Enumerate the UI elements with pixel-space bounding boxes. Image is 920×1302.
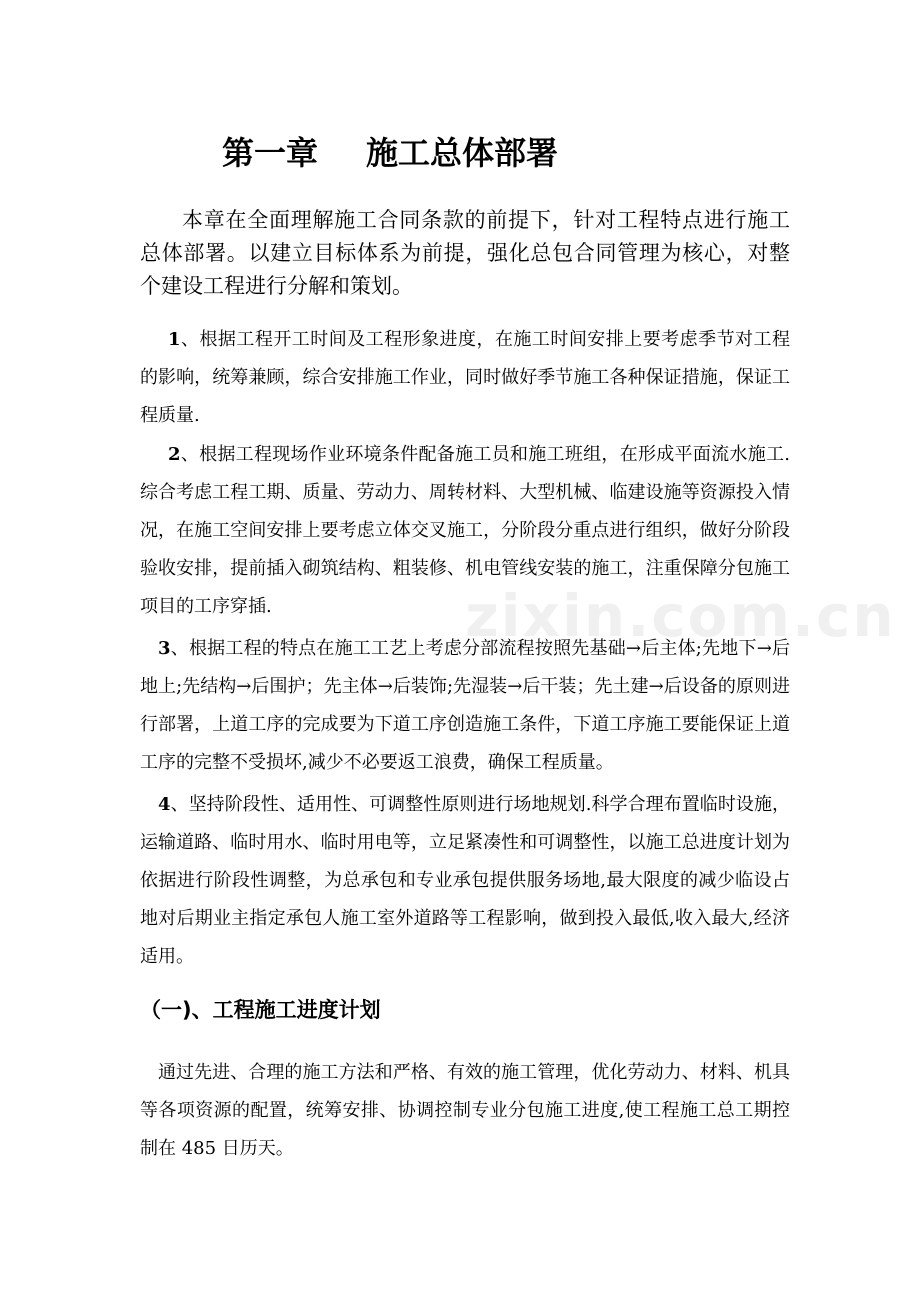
- chapter-number: 第一章: [222, 134, 319, 172]
- item-paragraph-4: [140, 786, 790, 976]
- item-text: 、坚持阶段性、适用性、可调整性原则进行场地规划.科学合理布置临时设施，运输道路、临时用水、临时用电等，立足紧凑性和可调整性，以施工总进度计划为依据进行阶段性调整，为总承包和专业承包提供服务场地,最大限度的减少临设占地对后期业主指定承包人施工室外道路等工程影响，做到投入最低,收入最大,经济适用。: [140, 794, 790, 967]
- item-number: 1: [168, 329, 181, 350]
- item-text: 、根据工程开工时间及工程形象进度，在施工时间安排上要考虑季节对工程的影响，统筹兼顾，综合安排施工作业，同时做好季节施工各种保证措施，保证工程质量.: [140, 329, 790, 426]
- item-text: 、根据工程现场作业环境条件配备施工员和施工班组，在形成平面流水施工.综合考虑工程工期、质量、劳动力、周转材料、大型机械、临建设施等资源投入情况，在施工空间安排上要考虑立体交叉施工，分阶段分重点进行组织，做好分阶段验收安排，提前插入砌筑结构、粗装修、机电管线安装的施工，注重保障分包施工项目的工序穿插.: [140, 444, 790, 617]
- section-heading: （一)、工程施工进度计划: [140, 998, 381, 1022]
- item-paragraph-3: [140, 630, 790, 782]
- chapter-name: 施工总体部署: [366, 134, 559, 172]
- item-number: 4: [158, 794, 171, 815]
- section-body: 通过先进、合理的施工方法和严格、有效的施工管理，优化劳动力、材料、机具等各项资源的配置，统筹安排、协调控制专业分包施工进度,使工程施工总工期控制在 485 日历天。: [140, 1062, 790, 1159]
- item-paragraph-2: [140, 436, 790, 626]
- item-text: 、根据工程的特点在施工工艺上考虑分部流程按照先基础→后主体;先地下→后地上;先结构→后围护；先主体→后装饰;先湿装→后干装；先土建→后设备的原则进行部署，上道工序的完成要为下道工序创造施工条件，下道工序施工要能保证上道工序的完整不受损坏,减少不必要返工浪费，确保工程质量。: [140, 638, 790, 773]
- intro-paragraph: 本章在全面理解施工合同条款的前提下，针对工程特点进行施工总体部署。以建立目标体系为前提，强化总包合同管理为核心，对整个建设工程进行分解和策划。: [140, 208, 790, 298]
- item-paragraph-1: [140, 321, 790, 435]
- chapter-title: [222, 128, 558, 178]
- item-number: 2: [168, 444, 181, 465]
- item-number: 3: [158, 638, 171, 659]
- watermark: zixin.com.cn: [465, 582, 896, 650]
